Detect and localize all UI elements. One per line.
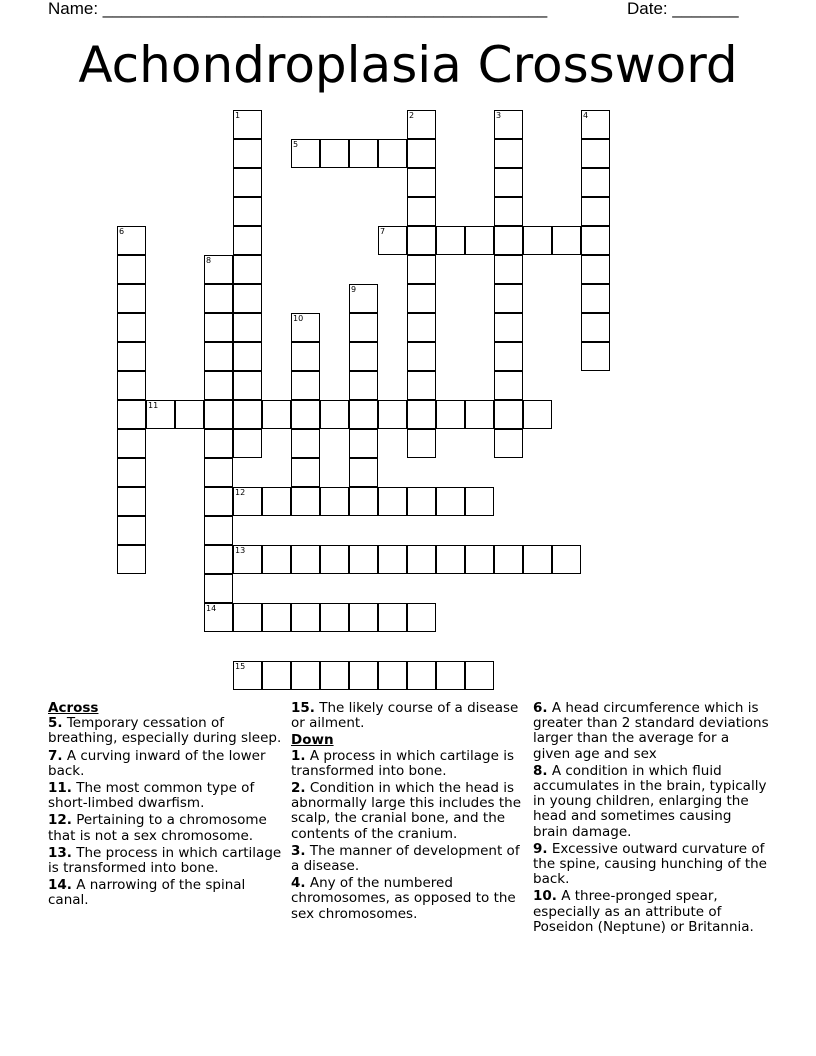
grid-cell[interactable] bbox=[349, 371, 378, 400]
clue-number-label: 2. bbox=[291, 780, 306, 797]
clue-number: 14 bbox=[206, 604, 217, 613]
clue-number-label: 10. bbox=[533, 888, 557, 905]
clue-number-label: 4. bbox=[291, 875, 306, 892]
grid-cell[interactable] bbox=[407, 429, 436, 458]
clue-number: 15 bbox=[235, 662, 246, 671]
grid-cell[interactable] bbox=[407, 139, 436, 168]
clue-number-label: 5. bbox=[48, 715, 63, 732]
clue-number-label: 9. bbox=[533, 840, 548, 857]
grid-cell[interactable] bbox=[291, 342, 320, 371]
clue-number: 5 bbox=[293, 140, 299, 149]
grid-cell[interactable] bbox=[291, 603, 320, 632]
grid-cell[interactable] bbox=[320, 603, 349, 632]
clue-number: 9 bbox=[351, 285, 357, 294]
clue-number-label: 13. bbox=[48, 844, 72, 861]
grid-cell[interactable] bbox=[262, 400, 291, 429]
down-heading: Down bbox=[291, 732, 334, 749]
clue-down bbox=[533, 764, 769, 840]
grid-cell[interactable] bbox=[233, 661, 262, 690]
grid-cell[interactable] bbox=[465, 226, 494, 255]
name-label: Name: bbox=[48, 0, 103, 18]
clue-text: The process in which cartilage is transformed into bone. bbox=[48, 844, 282, 877]
date-label: Date: bbox=[627, 0, 673, 18]
grid-cell[interactable] bbox=[233, 545, 262, 574]
grid-cell[interactable] bbox=[494, 255, 523, 284]
clue-down bbox=[291, 749, 527, 779]
clue-number-label: 15. bbox=[291, 700, 315, 716]
grid-cell[interactable] bbox=[233, 400, 262, 429]
grid-cell[interactable] bbox=[407, 545, 436, 574]
clue-down bbox=[291, 781, 527, 842]
clue-number: 13 bbox=[235, 546, 246, 555]
grid-cell[interactable] bbox=[117, 226, 146, 255]
grid-cell[interactable] bbox=[581, 284, 610, 313]
grid-cell[interactable] bbox=[407, 487, 436, 516]
clue-down bbox=[291, 844, 527, 874]
grid-cell[interactable] bbox=[407, 313, 436, 342]
grid-cell[interactable] bbox=[494, 110, 523, 139]
clue-number-label: 6. bbox=[533, 700, 548, 716]
grid-cell[interactable] bbox=[204, 371, 233, 400]
grid-cell[interactable] bbox=[291, 487, 320, 516]
grid-cell[interactable] bbox=[349, 400, 378, 429]
grid-cell[interactable] bbox=[378, 400, 407, 429]
across-heading: Across bbox=[48, 700, 99, 716]
clues-column-1 bbox=[48, 701, 284, 911]
grid-cell[interactable] bbox=[378, 226, 407, 255]
clue-number: 6 bbox=[119, 227, 125, 236]
clue-number-label: 8. bbox=[533, 762, 548, 779]
grid-cell[interactable] bbox=[349, 342, 378, 371]
grid-cell[interactable] bbox=[233, 255, 262, 284]
grid-cell[interactable] bbox=[494, 400, 523, 429]
clue-down bbox=[533, 701, 769, 762]
grid-cell[interactable] bbox=[204, 255, 233, 284]
grid-cell[interactable] bbox=[291, 371, 320, 400]
grid-cell[interactable] bbox=[349, 139, 378, 168]
grid-cell[interactable] bbox=[378, 487, 407, 516]
clue-down bbox=[533, 842, 769, 888]
grid-cell[interactable] bbox=[378, 603, 407, 632]
grid-cell[interactable] bbox=[117, 284, 146, 313]
grid-cell[interactable] bbox=[581, 110, 610, 139]
grid-cell[interactable] bbox=[291, 139, 320, 168]
grid-cell[interactable] bbox=[581, 197, 610, 226]
clue-number: 4 bbox=[583, 111, 589, 120]
grid-cell[interactable] bbox=[233, 284, 262, 313]
grid-cell[interactable] bbox=[407, 661, 436, 690]
clue-text: A three-pronged spear, especially as an attribute of Poseidon (Neptune) or Britannia. bbox=[533, 888, 754, 935]
grid-cell[interactable] bbox=[494, 371, 523, 400]
grid-cell[interactable] bbox=[320, 545, 349, 574]
clues-column-3 bbox=[533, 701, 769, 937]
clue-number-label: 11. bbox=[48, 780, 72, 797]
grid-cell[interactable] bbox=[552, 545, 581, 574]
grid-cell[interactable] bbox=[233, 371, 262, 400]
grid-cell[interactable] bbox=[204, 603, 233, 632]
grid-cell[interactable] bbox=[117, 458, 146, 487]
grid-cell[interactable] bbox=[233, 313, 262, 342]
grid-cell[interactable] bbox=[349, 661, 378, 690]
grid-cell[interactable] bbox=[204, 574, 233, 603]
clue-text: A process in which cartilage is transformed into bone. bbox=[291, 747, 515, 779]
grid-cell[interactable] bbox=[465, 487, 494, 516]
grid-cell[interactable] bbox=[320, 139, 349, 168]
grid-cell[interactable] bbox=[581, 342, 610, 371]
grid-cell[interactable] bbox=[291, 400, 320, 429]
clue-number: 3 bbox=[496, 111, 502, 120]
clue-number-label: 3. bbox=[291, 842, 306, 859]
grid-cell[interactable] bbox=[581, 139, 610, 168]
grid-cell[interactable] bbox=[117, 313, 146, 342]
grid-cell[interactable] bbox=[407, 371, 436, 400]
grid-cell[interactable] bbox=[349, 429, 378, 458]
clue-text: Any of the numbered chromosomes, as opposed to the sex chromosomes. bbox=[291, 875, 516, 922]
grid-cell[interactable] bbox=[204, 400, 233, 429]
grid-cell[interactable] bbox=[407, 197, 436, 226]
clue-text: The most common type of short-limbed dwarfism. bbox=[48, 780, 255, 812]
clue-text: Temporary cessation of breathing, especially during sleep. bbox=[48, 715, 282, 747]
clue-number: 8 bbox=[206, 256, 212, 265]
grid-cell[interactable] bbox=[233, 603, 262, 632]
grid-cell[interactable] bbox=[117, 487, 146, 516]
grid-cell[interactable] bbox=[117, 545, 146, 574]
grid-cell[interactable] bbox=[494, 313, 523, 342]
grid-cell[interactable] bbox=[581, 168, 610, 197]
grid-cell[interactable] bbox=[494, 342, 523, 371]
grid-cell[interactable] bbox=[291, 429, 320, 458]
name-line: _______________________________________________ bbox=[102, 0, 548, 18]
grid-cell[interactable] bbox=[320, 400, 349, 429]
grid-cell[interactable] bbox=[465, 661, 494, 690]
clue-across bbox=[48, 846, 284, 876]
grid-cell[interactable] bbox=[291, 458, 320, 487]
grid-cell[interactable] bbox=[117, 342, 146, 371]
grid-cell[interactable] bbox=[436, 226, 465, 255]
grid-cell[interactable] bbox=[291, 313, 320, 342]
grid-cell[interactable] bbox=[233, 168, 262, 197]
grid-cell[interactable] bbox=[349, 284, 378, 313]
grid-cell[interactable] bbox=[262, 661, 291, 690]
clue-number-label: 14. bbox=[48, 877, 72, 894]
grid-cell[interactable] bbox=[262, 487, 291, 516]
clue-number: 7 bbox=[380, 227, 386, 236]
clue-number-label: 7. bbox=[48, 747, 63, 764]
grid-cell[interactable] bbox=[407, 255, 436, 284]
grid-cell[interactable] bbox=[233, 197, 262, 226]
grid-cell[interactable] bbox=[233, 226, 262, 255]
grid-cell[interactable] bbox=[204, 458, 233, 487]
grid-cell[interactable] bbox=[349, 545, 378, 574]
page-title: Achondroplasia Crossword bbox=[78, 36, 738, 94]
grid-cell[interactable] bbox=[407, 603, 436, 632]
grid-cell[interactable] bbox=[233, 487, 262, 516]
clue-number-label: 12. bbox=[48, 812, 72, 829]
grid-cell[interactable] bbox=[349, 487, 378, 516]
grid-cell[interactable] bbox=[378, 139, 407, 168]
grid-cell[interactable] bbox=[204, 342, 233, 371]
grid-cell[interactable] bbox=[523, 226, 552, 255]
grid-cell[interactable] bbox=[436, 487, 465, 516]
grid-cell[interactable] bbox=[494, 545, 523, 574]
grid-cell[interactable] bbox=[523, 545, 552, 574]
grid-cell[interactable] bbox=[436, 400, 465, 429]
clue-across bbox=[48, 749, 284, 779]
grid-cell[interactable] bbox=[465, 400, 494, 429]
grid-cell[interactable] bbox=[320, 487, 349, 516]
grid-cell[interactable] bbox=[117, 429, 146, 458]
clue-text: A curving inward of the lower back. bbox=[48, 747, 266, 779]
clue-text: The likely course of a disease or ailment. bbox=[291, 700, 519, 732]
date-line: _______ bbox=[672, 0, 739, 18]
clue-across bbox=[48, 716, 284, 746]
clue-text: A narrowing of the spinal canal. bbox=[48, 877, 246, 909]
grid-cell[interactable] bbox=[494, 226, 523, 255]
grid-cell[interactable] bbox=[204, 313, 233, 342]
clue-number: 2 bbox=[409, 111, 415, 120]
grid-cell[interactable] bbox=[407, 342, 436, 371]
grid-cell[interactable] bbox=[436, 661, 465, 690]
clue-text: A head circumference which is greater than 2 standard deviations larger than the average for a given age and sex bbox=[533, 700, 769, 762]
grid-cell[interactable] bbox=[523, 400, 552, 429]
clue-across bbox=[291, 701, 527, 731]
grid-cell[interactable] bbox=[494, 284, 523, 313]
grid-cell[interactable] bbox=[581, 255, 610, 284]
grid-cell[interactable] bbox=[494, 197, 523, 226]
grid-cell[interactable] bbox=[407, 284, 436, 313]
clue-number-label: 1. bbox=[291, 747, 306, 764]
grid-cell[interactable] bbox=[204, 487, 233, 516]
grid-cell[interactable] bbox=[175, 400, 204, 429]
grid-cell[interactable] bbox=[117, 255, 146, 284]
clue-down bbox=[533, 889, 769, 935]
grid-cell[interactable] bbox=[494, 139, 523, 168]
grid-cell[interactable] bbox=[378, 661, 407, 690]
clues-column-2 bbox=[291, 701, 527, 924]
grid-cell[interactable] bbox=[117, 516, 146, 545]
grid-cell[interactable] bbox=[262, 603, 291, 632]
grid-cell[interactable] bbox=[204, 284, 233, 313]
grid-cell[interactable] bbox=[233, 139, 262, 168]
grid-cell[interactable] bbox=[204, 429, 233, 458]
grid-cell[interactable] bbox=[349, 313, 378, 342]
grid-cell[interactable] bbox=[233, 429, 262, 458]
grid-cell[interactable] bbox=[146, 400, 175, 429]
clue-across bbox=[48, 878, 284, 908]
grid-cell[interactable] bbox=[407, 168, 436, 197]
grid-cell[interactable] bbox=[291, 661, 320, 690]
grid-cell[interactable] bbox=[407, 400, 436, 429]
clue-number: 1 bbox=[235, 111, 241, 120]
grid-cell[interactable] bbox=[204, 545, 233, 574]
grid-cell[interactable] bbox=[494, 168, 523, 197]
clue-number: 12 bbox=[235, 488, 246, 497]
grid-cell[interactable] bbox=[349, 458, 378, 487]
clue-text: A condition in which fluid accumulates in the brain, typically in young children, enlarging the head and sometimes causing brain damage. bbox=[533, 762, 767, 840]
grid-cell[interactable] bbox=[581, 226, 610, 255]
grid-cell[interactable] bbox=[581, 313, 610, 342]
clue-text: Condition in which the head is abnormally large this includes the scalp, the cranial bone, and the contents of the cranium. bbox=[291, 780, 521, 842]
grid-cell[interactable] bbox=[407, 226, 436, 255]
grid-cell[interactable] bbox=[436, 545, 465, 574]
grid-cell[interactable] bbox=[291, 545, 320, 574]
grid-cell[interactable] bbox=[233, 342, 262, 371]
grid-cell[interactable] bbox=[262, 545, 291, 574]
clue-down bbox=[291, 876, 527, 922]
clue-text: The manner of development of a disease. bbox=[291, 842, 520, 875]
grid-cell[interactable] bbox=[320, 661, 349, 690]
clue-text: Pertaining to a chromosome that is not a sex chromosome. bbox=[48, 812, 267, 844]
clue-number: 11 bbox=[148, 401, 159, 410]
clue-across bbox=[48, 813, 284, 843]
clue-across bbox=[48, 781, 284, 811]
grid-cell[interactable] bbox=[378, 545, 407, 574]
grid-cell[interactable] bbox=[465, 545, 494, 574]
grid-cell[interactable] bbox=[494, 429, 523, 458]
clue-text: Excessive outward curvature of the spine, causing hunching of the back. bbox=[533, 840, 767, 888]
grid-cell[interactable] bbox=[552, 226, 581, 255]
grid-cell[interactable] bbox=[117, 371, 146, 400]
grid-cell[interactable] bbox=[407, 110, 436, 139]
grid-cell[interactable] bbox=[233, 110, 262, 139]
grid-cell[interactable] bbox=[204, 516, 233, 545]
grid-cell[interactable] bbox=[349, 603, 378, 632]
grid-cell[interactable] bbox=[117, 400, 146, 429]
clue-number: 10 bbox=[293, 314, 304, 323]
